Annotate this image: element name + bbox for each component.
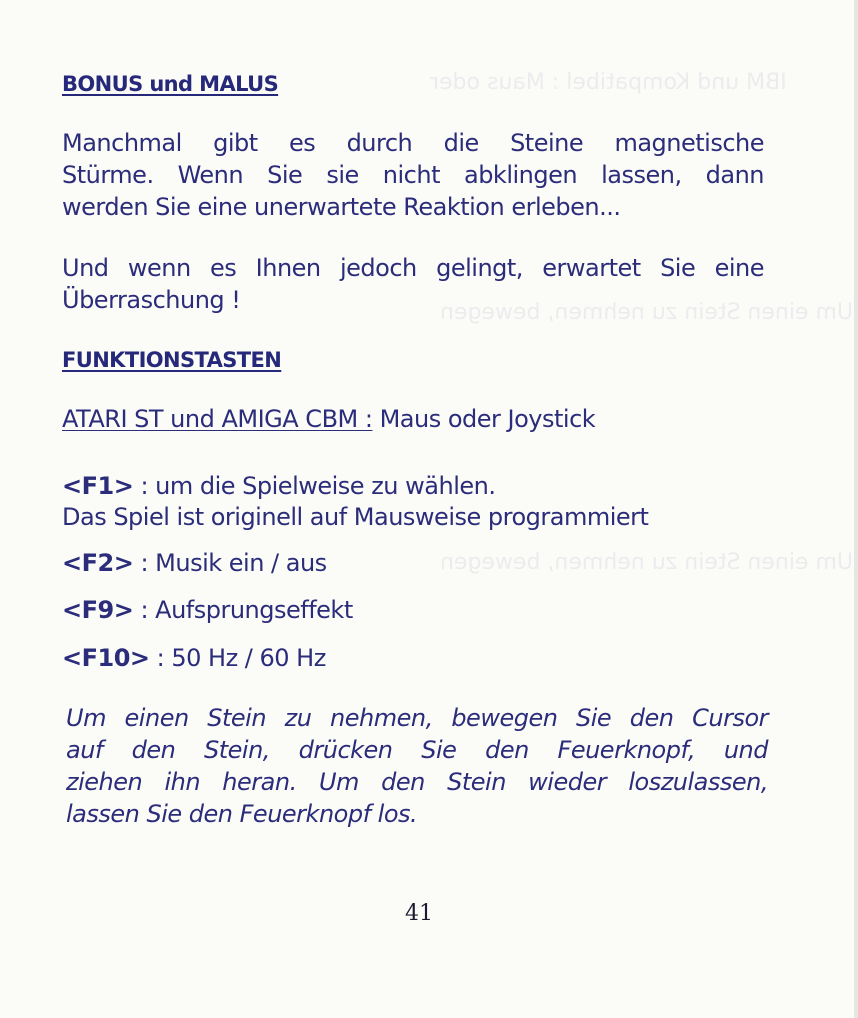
f2-key: <F2> [62,549,134,577]
instructions-line: ziehen ihn heran. Um den Stein wieder loszulassen, [66,768,768,796]
f10-text: : 50 Hz / 60 Hz [149,644,326,672]
show-through: Um einen Stein zu nehmen, bewegen [440,300,854,325]
platform-label: ATARI ST und AMIGA CBM : [62,405,373,433]
show-through: IBM und Kompatibel : Maus oder [430,70,787,95]
f10-line [62,644,326,672]
bonus-heading: BONUS und MALUS [62,72,279,96]
f9-key: <F9> [62,596,134,624]
f1-text: : um die Spielweise zu wählen. [133,472,496,500]
f10-key: <F10> [62,644,150,672]
f2-line [62,549,327,577]
f1-note: Das Spiel ist originell auf Mausweise programmiert [62,503,649,531]
instructions-line: Um einen Stein zu nehmen, bewegen Sie den Cursor [66,704,768,732]
platform-line [62,405,595,433]
f1-line [62,472,495,500]
platform-value: Maus oder Joystick [372,405,596,433]
page-edge [854,0,858,1018]
instructions-line: auf den Stein, drücken Sie den Feuerknopf, und [66,736,768,764]
f9-text: : Aufsprungseffekt [133,596,353,624]
f9-line [62,596,353,624]
instructions-line: lassen Sie den Feuerknopf los. [66,800,418,828]
f1-key: <F1> [62,472,134,500]
f2-text: : Musik ein / aus [133,549,327,577]
function-keys-heading: FUNKTIONSTASTEN [62,348,282,372]
surprise-text-line: Überraschung ! [62,286,241,314]
surprise-text-line: Und wenn es Ihnen jedoch gelingt, erwartet Sie eine [62,254,764,282]
page-number: 41 [405,901,433,926]
show-through: Um einen Stein zu nehmen, bewegen [440,550,854,575]
bonus-text-line: werden Sie eine unerwartete Reaktion erleben... [62,193,621,221]
bonus-text-line: Stürme. Wenn Sie sie nicht abklingen lassen, dann [62,161,764,189]
bonus-text-line: Manchmal gibt es durch die Steine magnetische [62,129,764,157]
